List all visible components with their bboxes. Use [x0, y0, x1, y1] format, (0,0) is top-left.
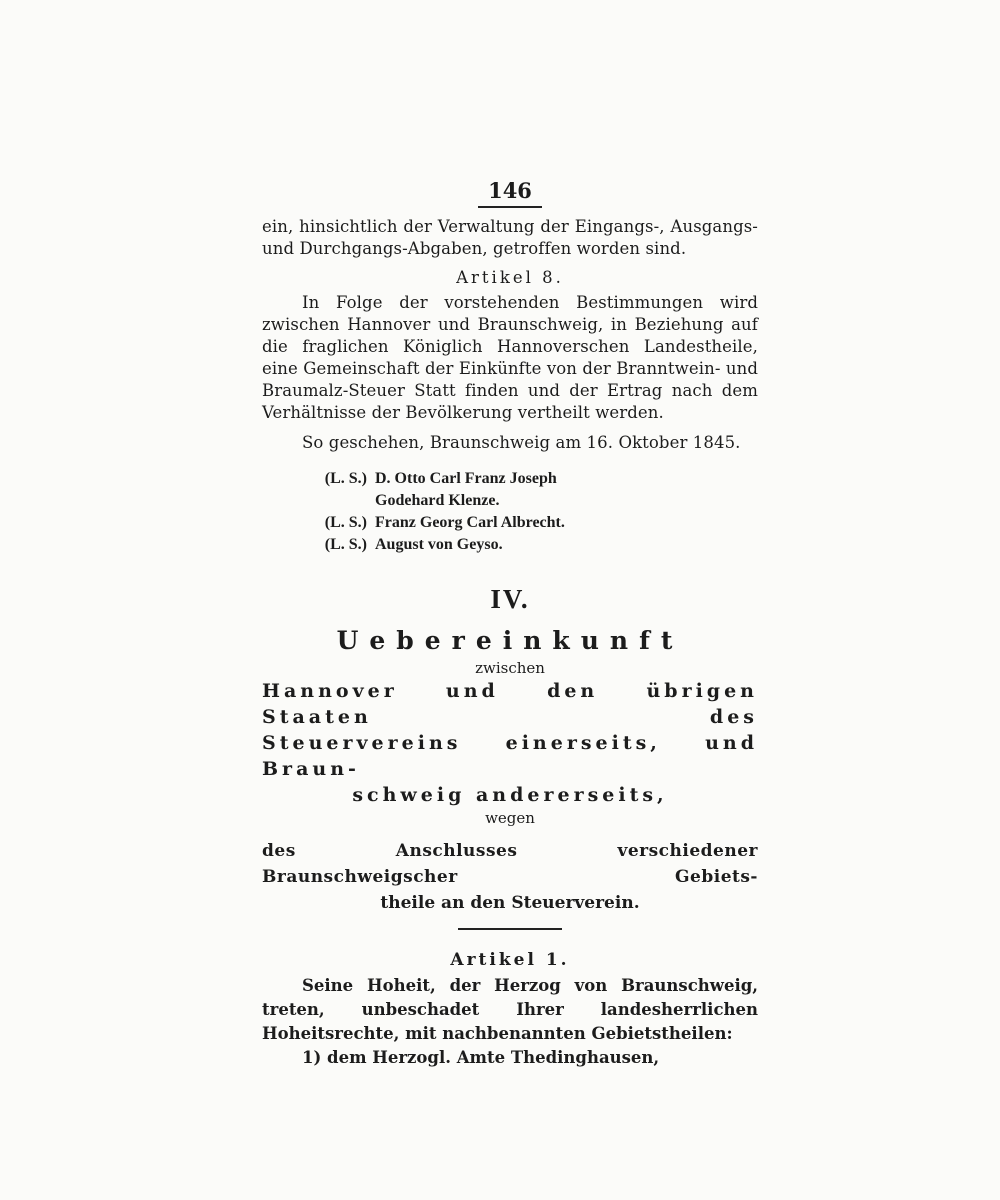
treaty-subject-line: theile an den Steuerverein. [380, 893, 640, 913]
signatory-name-continued: Godehard Klenze. [375, 492, 500, 509]
signatory-name: Franz Georg Carl Albrecht. [375, 514, 565, 531]
treaty-because: wegen [485, 809, 535, 827]
seal-mark: (L. S.) [324, 536, 367, 553]
signature-row [262, 512, 758, 534]
header-rule [478, 206, 542, 208]
article-1-item: 1) dem Herzogl. Amte Thedinghausen, [302, 1048, 660, 1067]
treaty-title: Uebereinkunft [336, 626, 684, 655]
seal-mark: (L. S.) [324, 470, 367, 487]
document-page [262, 178, 758, 1070]
article-1-text: Seine Hoheit, der Herzog von Braunschweig, treten, unbeschadet Ihrer landesherrlichen Hoheitsrechte, mit nachbenannten Gebietstheilen: [262, 976, 758, 1043]
seal-mark: (L. S.) [324, 514, 367, 531]
article-1-heading: Artikel 1. [450, 950, 570, 970]
closing-line: So geschehen, Braunschweig am 16. Oktober 1845. [302, 433, 741, 452]
article-8-text: In Folge der vorstehenden Bestimmungen wird zwischen Hannover und Braunschweig, in Beziehung auf die fraglichen Königlich Hannoverschen Landestheile, eine Gemeinschaft der Einkünfte von der Branntwein- und Braumalz-Steuer Statt finden und der Ertrag nach dem Verhältnisse der Bevölkerung vertheilt werden. [262, 293, 758, 422]
treaty-parties-line: schweig andererseits, [352, 784, 668, 806]
section-numeral: IV. [490, 584, 530, 614]
treaty-parties-line: Hannover und den übrigen Staaten des [262, 680, 758, 728]
continued-paragraph: ein, hinsichtlich der Verwaltung der Eingangs-, Ausgangs- und Durchgangs-Abgaben, getroffen worden sind. [262, 217, 758, 258]
signature-row [262, 534, 758, 556]
signatory-name: August von Geyso. [375, 536, 503, 553]
signatory-name: D. Otto Carl Franz Joseph [375, 470, 557, 487]
section-rule [458, 928, 562, 930]
treaty-between: zwischen [475, 659, 545, 677]
page-number: 146 [488, 178, 532, 203]
signature-row [262, 468, 758, 490]
signature-block [262, 468, 758, 556]
article-8-heading: Artikel 8. [456, 268, 564, 287]
treaty-subject-line: des Anschlusses verschiedener Braunschweigscher Gebiets- [262, 841, 758, 887]
treaty-parties-line: Steuervereins einerseits, und Braun- [262, 732, 758, 780]
